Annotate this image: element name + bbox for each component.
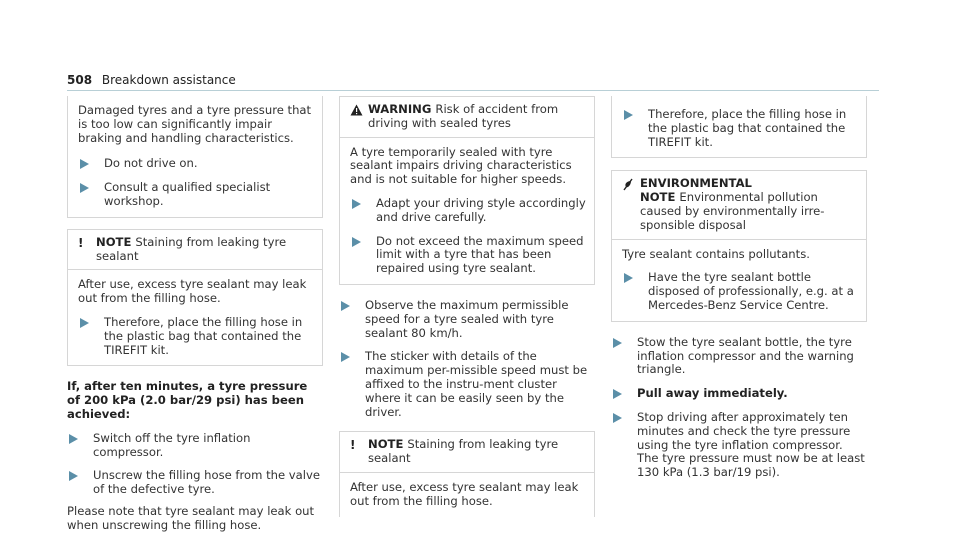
exclamation-icon: !	[78, 235, 84, 250]
list-item: Switch off the tyre inflation compressor.	[67, 432, 323, 460]
page-number: 508	[67, 73, 93, 87]
arrow-icon	[350, 236, 362, 248]
section-title: Breakdown assistance	[101, 73, 236, 87]
note-box	[67, 229, 323, 367]
arrow-icon	[78, 158, 90, 170]
final-line-2: 130 kPa (1.3 bar/19 psi).	[637, 465, 780, 480]
list-item: Pull away immediately.	[611, 387, 867, 401]
arrow-icon	[339, 300, 351, 312]
exclamation-icon: !	[350, 438, 356, 453]
env-text: Tyre sealant contains pollutants.	[622, 246, 810, 261]
list-item: Unscrew the filling hose from the valve of the defective tyre.	[67, 469, 323, 497]
arrow-icon	[67, 470, 79, 482]
arrow-icon	[611, 388, 623, 400]
warning-box	[339, 96, 595, 285]
note-header: ! NOTE Staining from leaking tyre sealant	[340, 432, 594, 473]
arrow-icon	[611, 412, 623, 424]
list-item: Do not exceed the maximum speed limit with a tyre that has been repaired using tyre sealant.	[350, 235, 586, 276]
intro-box	[67, 96, 323, 218]
note-text: After use, excess tyre sealant may leak out from the filling hose.	[78, 277, 307, 306]
list-item: Do not drive on.	[78, 157, 314, 171]
subheading: If, after ten minutes, a tyre pressure of 200 kPa (2.0 bar/29 psi) has been achieved:	[67, 379, 308, 421]
header-rule	[67, 90, 879, 91]
continuation-box	[611, 96, 867, 158]
environmental-box	[611, 170, 867, 321]
note-text: After use, excess tyre sealant may leak out from the filling hose.	[350, 479, 579, 508]
warning-text: A tyre temporarily sealed with tyre sealant impairs driving characteristics and is not suitable for higher speeds.	[350, 144, 572, 187]
column-2	[339, 96, 595, 517]
arrow-icon	[78, 317, 90, 329]
arrow-icon	[622, 109, 634, 121]
list-item: Therefore, place the filling hose in the plastic bag that contained the TIREFIT kit.	[78, 316, 314, 357]
list-item: Stop driving after approximately ten minutes and check the tyre pressure using the tyre inflation compressor. The tyre pressure must now be at least 130 kPa (1.3 bar/19 psi).	[611, 411, 867, 480]
list-item: The sticker with details of the maximum per-missible speed must be affixed to the instru-ment cluster where it can be easily seen by the driver.	[339, 350, 595, 419]
arrow-icon	[339, 351, 351, 363]
warning-triangle-icon	[350, 104, 363, 120]
note-box-2	[339, 431, 595, 516]
list-item: Have the tyre sealant bottle disposed of professionally, e.g. at a Mercedes-Benz Service Centre.	[622, 271, 858, 312]
warning-header: WARNING Risk of accident from driving with sealed tyres	[340, 97, 594, 138]
list-item: Observe the maximum permissible speed for a tyre sealed with tyre sealant 80 km/h.	[339, 299, 595, 340]
note-header: ! NOTE Staining from leaking tyre sealant	[68, 230, 322, 271]
arrow-icon	[78, 182, 90, 194]
footer-text: Please note that tyre sealant may leak out when unscrewing the filling hose.	[67, 503, 315, 532]
list-item: Stow the tyre sealant bottle, the tyre inflation compressor and the warning triangle.	[611, 336, 867, 377]
arrow-icon	[67, 433, 79, 445]
column-1	[67, 96, 323, 533]
arrow-icon	[622, 272, 634, 284]
list-item: Adapt your driving style accordingly and drive carefully.	[350, 197, 586, 225]
list-item: Therefore, place the filling hose in the plastic bag that contained the TIREFIT kit.	[622, 108, 858, 149]
intro-text: Damaged tyres and a tyre pressure that is too low can significantly impair braking and handling characteristics.	[78, 103, 312, 145]
list-item: Consult a qualified specialist workshop.	[78, 181, 314, 209]
page-header	[67, 73, 236, 87]
arrow-icon	[611, 337, 623, 349]
leaf-icon	[622, 178, 634, 195]
column-3	[611, 96, 867, 480]
final-line-1: The tyre pressure must now be at least	[637, 451, 865, 466]
arrow-icon	[350, 198, 362, 210]
environmental-header: ENVIRONMENTAL NOTE Environmental pollution caused by environmentally irre-sponsible disposal	[612, 171, 866, 239]
